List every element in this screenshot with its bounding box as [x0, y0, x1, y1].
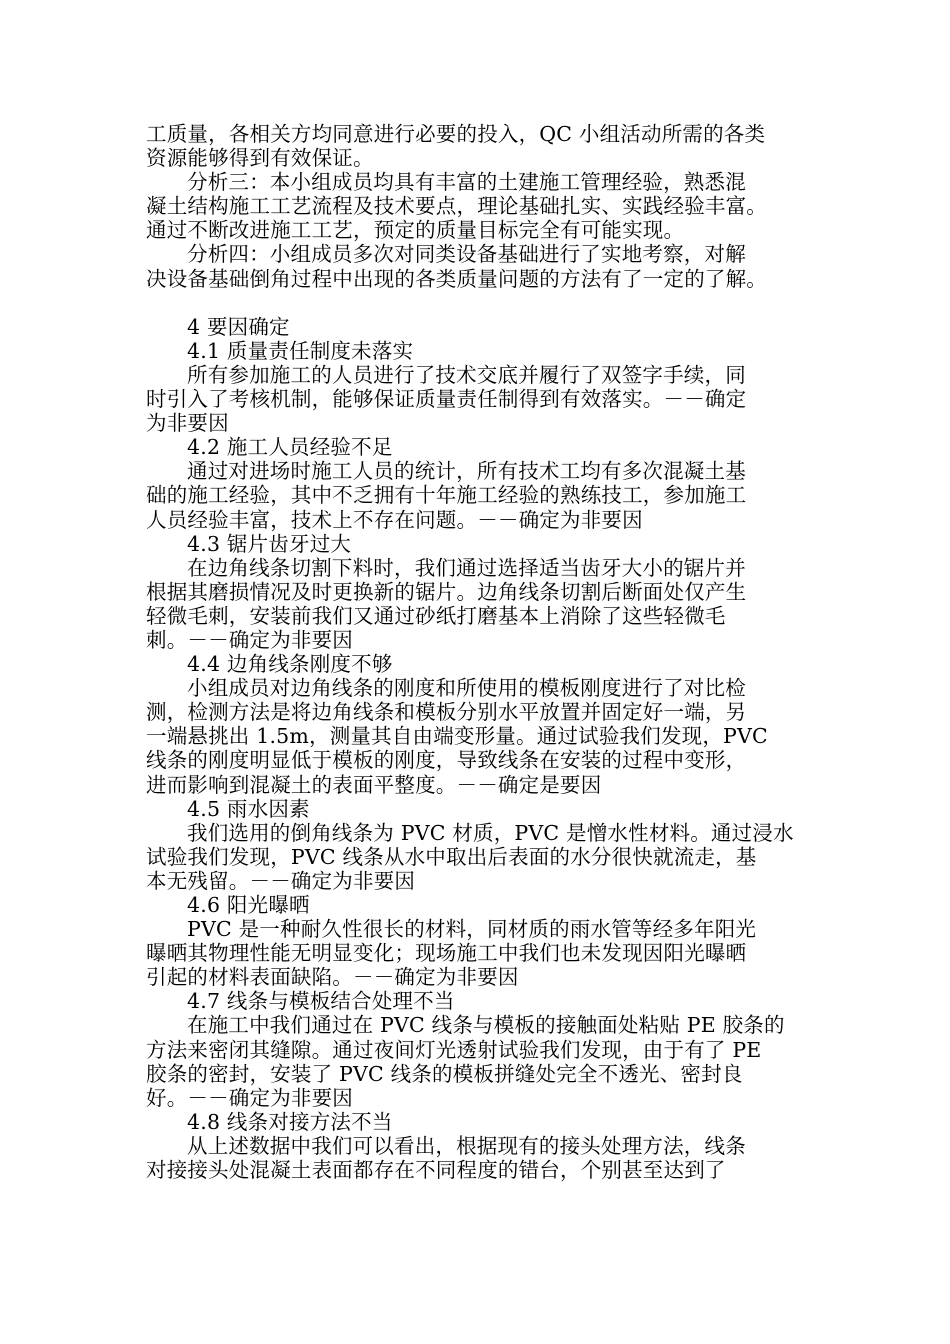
text-line: 人员经验丰富，技术上不存在问题。－－确定为非要因 [146, 507, 643, 532]
text-line: 从上述数据中我们可以看出，根据现有的接头处理方法，线条 [187, 1133, 746, 1158]
text-line: 资源能够得到有效保证。 [146, 146, 374, 171]
text-line: 测，检测方法是将边角线条和模板分别水平放置并固定好一端，另 [146, 700, 747, 725]
document-page [146, 122, 806, 1182]
text-line: 进而影响到混凝土的表面平整度。－－确定是要因 [146, 772, 602, 797]
text-line: 4.1 质量责任制度未落实 [187, 338, 414, 363]
text-line: 一端悬挑出 1.5m，测量其自由端变形量。通过试验我们发现，PVC [146, 724, 768, 749]
blank-line [146, 291, 806, 315]
text-line: 所有参加施工的人员进行了技术交底并履行了双签字手续，同 [187, 362, 746, 387]
text-line: 在边角线条切割下料时，我们通过选择适当齿牙大小的锯片并 [187, 555, 746, 580]
text-line: 时引入了考核机制，能够保证质量责任制得到有效落实。－－确定 [146, 387, 747, 412]
text-line: 决设备基础倒角过程中出现的各类质量问题的方法有了一定的了解。 [146, 266, 767, 291]
text-line: 为非要因 [146, 411, 229, 436]
text-line: 4.3 锯片齿牙过大 [187, 531, 352, 556]
text-line: 4.6 阳光曝晒 [187, 893, 310, 917]
text-line: 通过不断改进施工工艺，预定的质量目标完全有可能实现。 [146, 218, 685, 243]
text-line: 刺。－－确定为非要因 [146, 627, 353, 652]
text-line: 工质量，各相关方均同意进行必要的投入，QC 小组活动所需的各类 [146, 122, 766, 146]
text-line: 方法来密闭其缝隙。通过夜间灯光透射试验我们发现，由于有了 PE [146, 1037, 762, 1062]
text-line: 小组成员对边角线条的刚度和所使用的模板刚度进行了对比检 [187, 676, 746, 701]
text-line: 在施工中我们通过在 PVC 线条与模板的接触面处粘贴 PE 胶条的 [187, 1013, 785, 1038]
text-line: 4.5 雨水因素 [187, 796, 310, 821]
text-line: 4.7 线条与模板结合处理不当 [187, 989, 455, 1014]
text-line: 曝晒其物理性能无明显变化；现场施工中我们也未发现因阳光曝晒 [146, 941, 747, 966]
text-line: PVC 是一种耐久性很长的材料，同材质的雨水管等经多年阳光 [187, 917, 757, 942]
text-line: 线条的刚度明显低于模板的刚度，导致线条在安装的过程中变形， [146, 748, 747, 773]
text-line: 通过对进场时施工人员的统计，所有技术工均有多次混凝土基 [187, 459, 746, 484]
text-line: 本无残留。－－确定为非要因 [146, 868, 416, 893]
text-line: 凝土结构施工工艺流程及技术要点，理论基础扎实、实践经验丰富。 [146, 194, 767, 219]
text-line: 础的施工经验，其中不乏拥有十年施工经验的熟练技工，参加施工 [146, 483, 747, 508]
text-line: 胶条的密封，安装了 PVC 线条的模板拼缝处完全不透光、密封良 [146, 1061, 743, 1086]
text-line: 对接接头处混凝土表面都存在不同程度的错台，个别甚至达到了 [146, 1158, 726, 1183]
text-line: 分析三：本小组成员均具有丰富的土建施工管理经验，熟悉混 [187, 170, 746, 195]
text-line: 根据其磨损情况及时更换新的锯片。边角线条切割后断面处仅产生 [146, 579, 747, 604]
text-line: 试验我们发现，PVC 线条从水中取出后表面的水分很快就流走，基 [146, 844, 757, 869]
text-line: 4 要因确定 [187, 314, 290, 339]
text-line: 好。－－确定为非要因 [146, 1085, 353, 1110]
text-line: 4.8 线条对接方法不当 [187, 1109, 393, 1134]
text-line: 我们选用的倒角线条为 PVC 材质，PVC 是憎水性材料。通过浸水 [187, 820, 794, 845]
text-line: 引起的材料表面缺陷。－－确定为非要因 [146, 965, 519, 990]
text-line: 分析四：小组成员多次对同类设备基础进行了实地考察，对解 [187, 242, 746, 267]
text-line: 4.2 施工人员经验不足 [187, 435, 393, 460]
text-line: 4.4 边角线条刚度不够 [187, 652, 393, 677]
text-line: 轻微毛刺，安装前我们又通过砂纸打磨基本上消除了这些轻微毛 [146, 603, 726, 628]
